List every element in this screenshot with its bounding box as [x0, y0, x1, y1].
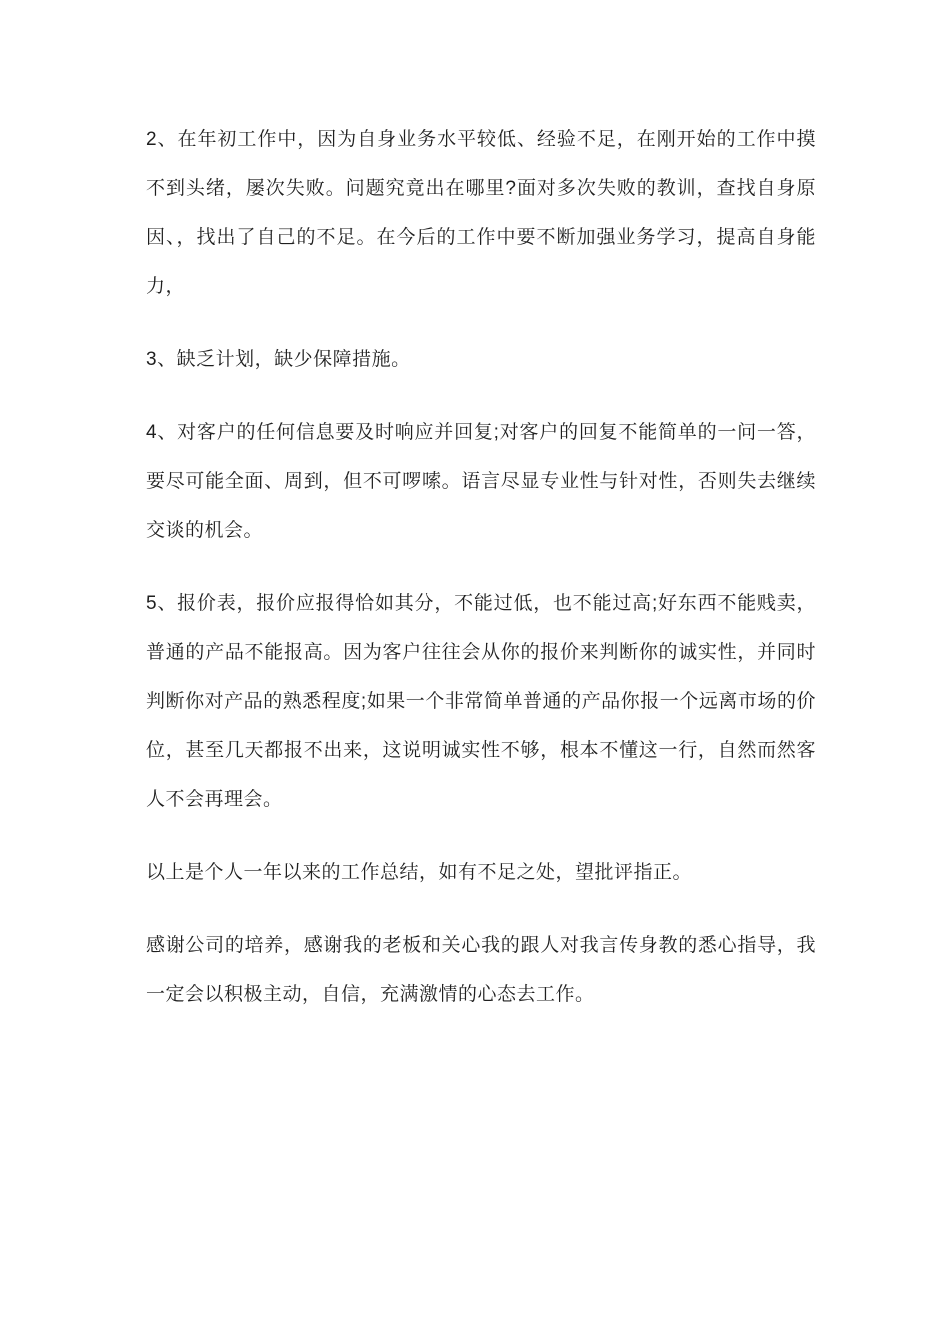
paragraph-item-3: 3、缺乏计划，缺少保障措施。	[146, 349, 411, 370]
paragraph-closing-summary: 以上是个人一年以来的工作总结，如有不足之处，望批评指正。	[146, 862, 693, 883]
paragraph-closing-thanks: 感谢公司的培养，感谢我的老板和关心我的跟人对我言传身教的悉心指导，我一定会以积极主动，自信，充满激情的心态去工作。	[146, 935, 816, 1005]
paragraph-item-5: 5、报价表，报价应报得恰如其分，不能过低，也不能过高;好东西不能贱卖，普通的产品不能报高。因为客户往往会从你的报价来判断你的诚实性，并同时判断你对产品的熟悉程度;如果一个非常简单普通的产品你报一个远离市场的价位，甚至几天都报不出来，这说明诚实性不够，根本不懂这一行，自然而然客人不会再理会。	[146, 593, 816, 810]
paragraph-item-4: 4、对客户的任何信息要及时响应并回复;对客户的回复不能简单的一问一答，要尽可能全面、周到，但不可啰嗦。语言尽显专业性与针对性，否则失去继续交谈的机会。	[146, 422, 816, 541]
paragraph-item-2: 2、在年初工作中，因为自身业务水平较低、经验不足，在刚开始的工作中摸不到头绪，屡次失败。问题究竟出在哪里?面对多次失败的教训，查找自身原因、，找出了自己的不足。在今后的工作中要不断加强业务学习，提高自身能力，	[146, 129, 816, 297]
